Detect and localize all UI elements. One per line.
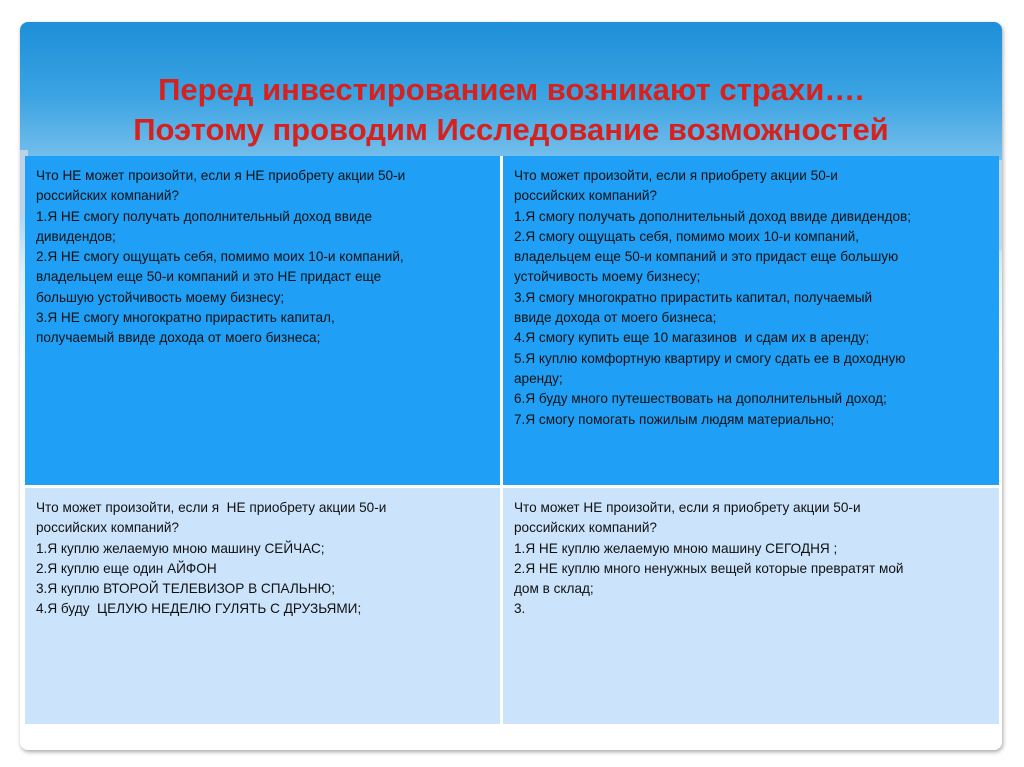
cell-text-line: Что НЕ может произойти, если я НЕ приобрету акции 50-и (36, 168, 406, 183)
cell-text-line: устойчивость моему бизнесу; (514, 269, 701, 285)
comparison-table (25, 156, 999, 724)
title-line-1: Перед инвестированием возникают страхи…. (158, 72, 864, 107)
cell-text-line: 6.Я буду много путешествовать на дополнительный доход; (514, 391, 887, 407)
cell-text-line: дом в склад; (514, 581, 594, 597)
cell-text-line: получаемый ввиде дохода от моего бизнеса; (36, 330, 321, 346)
cell-text-line: российских компаний? (36, 520, 179, 536)
cell-text-line: 2.Я смогу ощущать себя, помимо моих 10-и компаний, (514, 228, 860, 244)
cell-text-line: 4.Я буду ЦЕЛУЮ НЕДЕЛЮ ГУЛЯТЬ С ДРУЗЬЯМИ; (36, 601, 362, 617)
cell-text-line: Что может НЕ произойти, если я приобрету акции 50-и (514, 500, 861, 515)
cell-text-line: 3.Я куплю ВТОРОЙ ТЕЛЕВИЗОР В СПАЛЬНЮ; (36, 581, 336, 597)
cell-text-line: российских компаний? (514, 520, 657, 536)
cell-text-line: большую устойчивость моему бизнесу; (36, 289, 285, 305)
cell-bottom-left (25, 488, 500, 724)
cell-text-line: Что может произойти, если я приобрету акции 50-и (514, 168, 838, 183)
slide-title (30, 70, 992, 150)
cell-text-line: 1.Я куплю желаемую мною машину СЕЙЧАС; (36, 540, 325, 556)
cell-text-line: 7.Я смогу помогать пожилым людям материально; (514, 411, 835, 427)
cell-text-line: 4.Я смогу купить еще 10 магазинов и сдам их в аренду; (514, 330, 870, 346)
cell-text-line: 2.Я НЕ смогу ощущать себя, помимо моих 10-и компаний, (36, 249, 404, 265)
cell-top-left (25, 156, 500, 485)
cell-text-line: 2.Я НЕ куплю много ненужных вещей которые превратят мой (514, 560, 904, 576)
cell-text-line: Что может произойти, если я НЕ приобрету акции 50-и (36, 500, 387, 515)
cell-text-line: аренду; (514, 370, 563, 386)
cell-top-right (503, 156, 999, 485)
cell-text-line: 1.Я смогу получать дополнительный доход ввиде дивидендов; (514, 208, 912, 224)
cell-text-line: 3. (514, 601, 526, 617)
cell-text-line: 1.Я НЕ смогу получать дополнительный доход ввиде (36, 208, 373, 224)
title-line-2: Поэтому проводим Исследование возможностей (133, 112, 889, 147)
cell-bottom-right (503, 488, 999, 724)
cell-text-line: 2.Я куплю еще один АЙФОН (36, 560, 217, 576)
cell-text-line: 3.Я смогу многократно прирастить капитал, получаемый (514, 289, 873, 305)
cell-text-line: 3.Я НЕ смогу многократно прирастить капитал, (36, 310, 335, 326)
cell-text-line: российских компаний? (36, 188, 179, 204)
cell-text-line: владельцем еще 50-и компаний и это НЕ придаст еще (36, 269, 382, 285)
cell-text-line: дивидендов; (36, 228, 116, 244)
cell-text-line: 5.Я куплю комфортную квартиру и смогу сдать ее в доходную (514, 350, 906, 366)
cell-text-line: 1.Я НЕ куплю желаемую мною машину СЕГОДНЯ ; (514, 540, 838, 556)
cell-text-line: российских компаний? (514, 188, 657, 204)
cell-text-line: владельцем еще 50-и компаний и это придаст еще большую (514, 249, 899, 265)
cell-text-line: ввиде дохода от моего бизнеса; (514, 310, 717, 326)
